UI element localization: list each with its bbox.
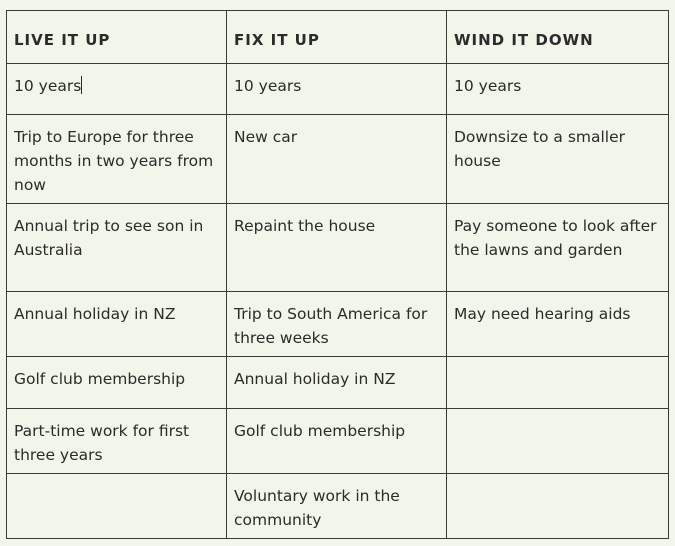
retirement-plan-table [6,10,669,539]
table-cell[interactable] [227,115,447,204]
table-cell[interactable] [447,204,669,292]
header-live-it-up: LIVE IT UP [7,11,227,64]
table-row [7,204,669,292]
table-cell[interactable] [7,64,227,115]
text-cursor [81,76,82,94]
table-cell[interactable] [7,292,227,357]
table-row [7,115,669,204]
table-cell[interactable] [227,64,447,115]
cell-text: Annual holiday in NZ [234,370,396,388]
cell-text: Downsize to a smaller house [454,128,626,170]
cell-text: 10 years [234,77,302,95]
cell-text: Voluntary work in the community [234,487,400,529]
table-row [7,474,669,539]
cell-text: Annual holiday in NZ [14,305,176,323]
cell-text: May need hearing aids [454,305,631,323]
table-cell[interactable] [7,115,227,204]
table-cell[interactable] [447,292,669,357]
table-cell[interactable] [447,357,669,409]
table-cell[interactable] [447,64,669,115]
header-wind-it-down: WIND IT DOWN [447,11,669,64]
table-cell[interactable] [227,474,447,539]
table-cell[interactable] [227,357,447,409]
cell-text: Annual trip to see son in Australia [14,217,204,259]
table-cell[interactable] [7,204,227,292]
table-cell[interactable] [227,409,447,474]
header-row [7,11,669,64]
header-fix-it-up: FIX IT UP [227,11,447,64]
cell-text: 10 years [14,77,82,95]
table-row [7,357,669,409]
cell-text: 10 years [454,77,522,95]
cell-text: Golf club membership [14,370,186,388]
cell-text: Trip to South America for three weeks [234,305,428,347]
table-cell[interactable] [227,204,447,292]
table-row [7,292,669,357]
cell-text: New car [234,128,298,146]
cell-text: Golf club membership [234,422,406,440]
table-row [7,64,669,115]
cell-text: Pay someone to look after the lawns and garden [454,217,657,259]
table-cell[interactable] [7,357,227,409]
table-row [7,409,669,474]
table-cell[interactable] [227,292,447,357]
table-cell[interactable] [447,474,669,539]
table-cell[interactable] [447,409,669,474]
cell-text: Part-time work for first three years [14,422,190,464]
table-cell[interactable] [7,409,227,474]
cell-text: Trip to Europe for three months in two years from now [14,128,214,194]
table-cell[interactable] [7,474,227,539]
cell-text: Repaint the house [234,217,376,235]
table-cell[interactable] [447,115,669,204]
